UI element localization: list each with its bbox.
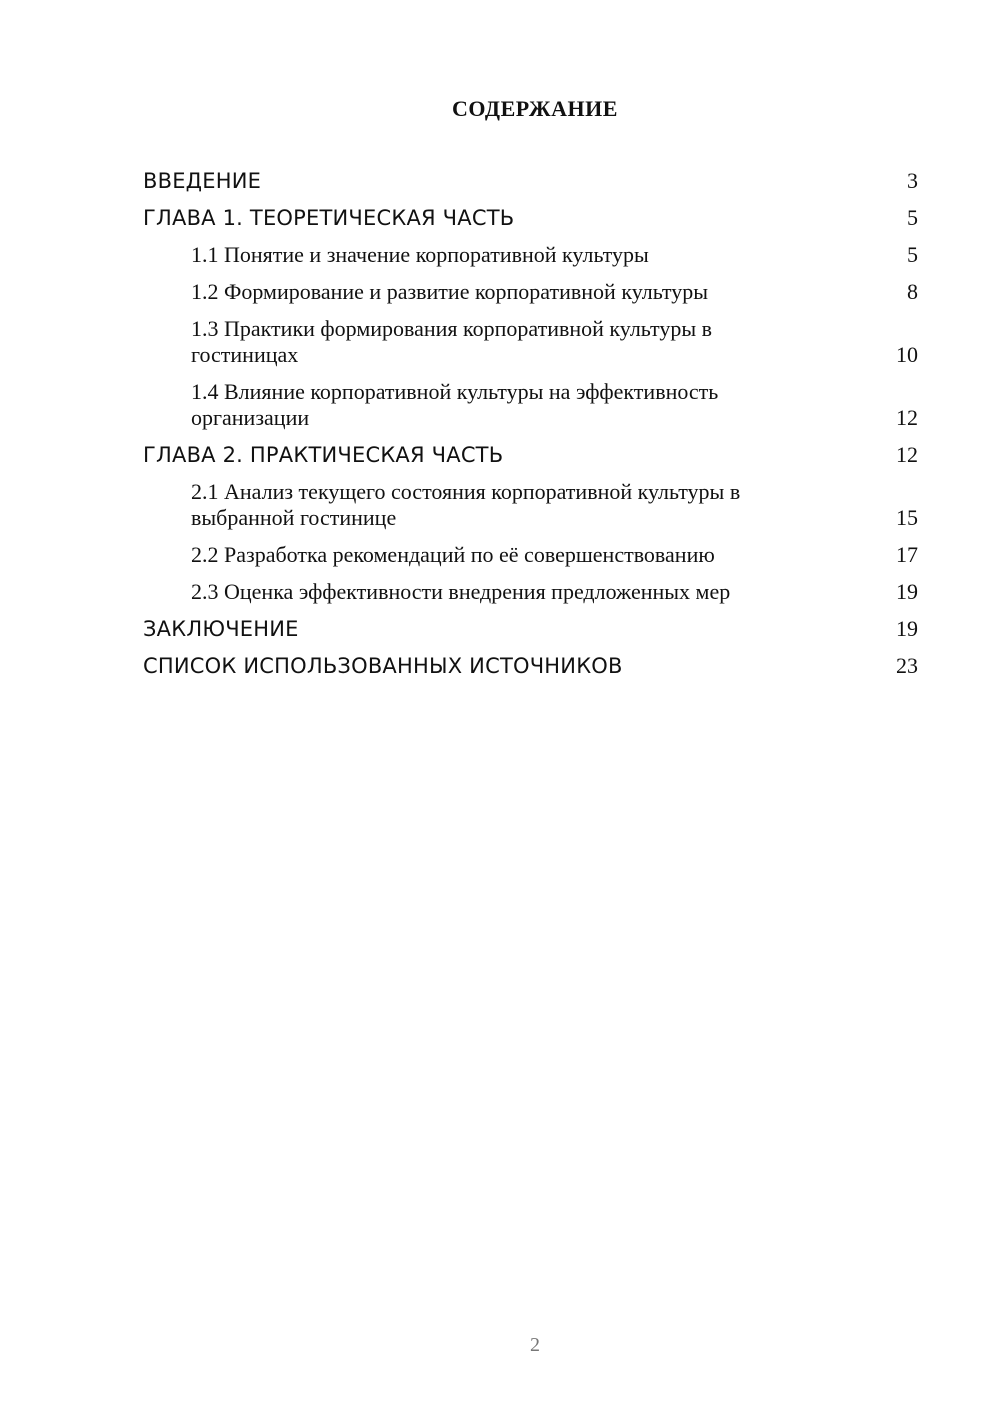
toc-entry-conclusion[interactable]	[143, 616, 918, 642]
toc-entry-page: 10	[896, 342, 918, 367]
toc-entry-text: 1.1 Понятие и значение корпоративной культуры	[191, 242, 649, 267]
page-number: 2	[530, 1334, 540, 1356]
toc-entry-text: ГЛАВА 2. ПРАКТИЧЕСКАЯ ЧАСТЬ	[143, 443, 504, 467]
toc-entry-page: 17	[896, 542, 918, 567]
toc-title: СОДЕРЖАНИЕ	[452, 96, 618, 121]
toc-entry-text: 1.2 Формирование и развитие корпоративной культуры	[191, 279, 709, 304]
table-of-contents	[143, 168, 918, 690]
toc-entry-introduction[interactable]	[143, 168, 918, 194]
toc-entry-section-2-1[interactable]	[143, 479, 918, 531]
toc-entry-text: СПИСОК ИСПОЛЬЗОВАННЫХ ИСТОЧНИКОВ	[143, 654, 623, 678]
toc-entry-chapter-2[interactable]	[143, 442, 918, 468]
toc-entry-text: ЗАКЛЮЧЕНИЕ	[143, 617, 299, 641]
toc-entry-text: 1.4 Влияние корпоративной культуры на эффективность организации	[191, 379, 719, 430]
toc-entry-section-1-4[interactable]	[143, 379, 918, 431]
toc-entry-page: 15	[896, 505, 918, 530]
toc-entry-page: 8	[907, 279, 918, 304]
toc-entry-section-2-3[interactable]	[143, 579, 918, 605]
toc-entry-text: ВВЕДЕНИЕ	[143, 169, 262, 193]
toc-entry-page: 19	[896, 616, 918, 641]
toc-entry-page: 5	[907, 242, 918, 267]
toc-entry-page: 23	[896, 653, 918, 678]
toc-entry-text: 2.1 Анализ текущего состояния корпоративной культуры в выбранной гостинице	[191, 479, 741, 530]
toc-entry-text: 2.2 Разработка рекомендаций по её совершенствованию	[191, 542, 715, 567]
toc-entry-section-1-2[interactable]	[143, 279, 918, 305]
toc-entry-section-2-2[interactable]	[143, 542, 918, 568]
toc-entry-references[interactable]	[143, 653, 918, 679]
toc-entry-page: 12	[896, 405, 918, 430]
toc-entry-page: 19	[896, 579, 918, 604]
toc-entry-text: 2.3 Оценка эффективности внедрения предложенных мер	[191, 579, 731, 604]
toc-entry-chapter-1[interactable]	[143, 205, 918, 231]
toc-entry-text: ГЛАВА 1. ТЕОРЕТИЧЕСКАЯ ЧАСТЬ	[143, 206, 515, 230]
toc-entry-section-1-3[interactable]	[143, 316, 918, 368]
toc-entry-text: 1.3 Практики формирования корпоративной культуры в гостиницах	[191, 316, 712, 367]
toc-entry-section-1-1[interactable]	[143, 242, 918, 268]
toc-entry-page: 5	[907, 205, 918, 230]
toc-entry-page: 3	[907, 168, 918, 193]
toc-entry-page: 12	[896, 442, 918, 467]
